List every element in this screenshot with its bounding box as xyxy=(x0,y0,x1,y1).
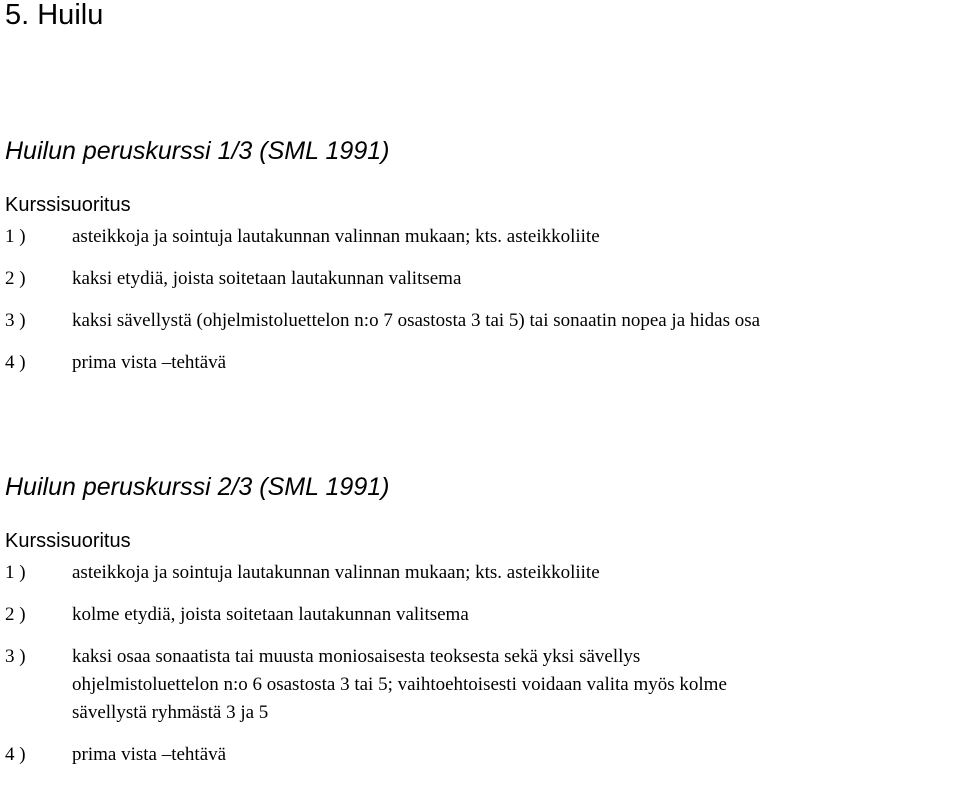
course-section-1 xyxy=(5,131,955,391)
requirement-list xyxy=(5,223,955,377)
item-number: 1 ) xyxy=(5,562,26,583)
item-number: 4 ) xyxy=(5,744,26,765)
item-text: asteikkoja ja sointuja lautakunnan valinnan mukaan; kts. asteikkoliite xyxy=(72,562,600,583)
item-text: kolme etydiä, joista soitetaan lautakunnan valitsema xyxy=(72,604,469,625)
list-item xyxy=(5,643,955,727)
list-item xyxy=(5,223,955,251)
item-text-line: sävellystä ryhmästä 3 ja 5 xyxy=(72,702,269,723)
list-item xyxy=(5,601,955,629)
list-item xyxy=(5,265,955,293)
course-subheading: Kurssisuoritus xyxy=(5,194,131,216)
item-text: kaksi etydiä, joista soitetaan lautakunnan valitsema xyxy=(72,268,462,289)
item-text-line: ohjelmistoluettelon n:o 6 osastosta 3 tai 5; vaihtoehtoisesti voidaan valita myös kolme xyxy=(72,674,727,695)
item-text: asteikkoja ja sointuja lautakunnan valinnan mukaan; kts. asteikkoliite xyxy=(72,226,600,247)
course-title: Huilun peruskurssi 1/3 (SML 1991) xyxy=(5,137,390,165)
item-number: 3 ) xyxy=(5,310,26,331)
list-item xyxy=(5,559,955,587)
list-item xyxy=(5,741,955,769)
requirement-list xyxy=(5,559,955,769)
item-text: prima vista –tehtävä xyxy=(72,744,227,765)
list-item xyxy=(5,349,955,377)
item-number: 3 ) xyxy=(5,646,26,667)
item-text-line: kaksi osaa sonaatista tai muusta moniosaisesta teoksesta sekä yksi sävellys xyxy=(72,646,641,667)
item-text: prima vista –tehtävä xyxy=(72,352,227,373)
course-subheading: Kurssisuoritus xyxy=(5,530,131,552)
item-text: kaksi sävellystä (ohjelmistoluettelon n:o 7 osastosta 3 tai 5) tai sonaatin nopea ja hidas osa xyxy=(72,310,761,331)
list-item xyxy=(5,307,955,335)
item-number: 4 ) xyxy=(5,352,26,373)
item-text xyxy=(72,643,955,727)
course-title: Huilun peruskurssi 2/3 (SML 1991) xyxy=(5,473,390,501)
chapter-title: 5. Huilu xyxy=(5,0,104,31)
item-number: 2 ) xyxy=(5,268,26,289)
item-number: 1 ) xyxy=(5,226,26,247)
item-number: 2 ) xyxy=(5,604,26,625)
course-section-2 xyxy=(5,467,955,783)
